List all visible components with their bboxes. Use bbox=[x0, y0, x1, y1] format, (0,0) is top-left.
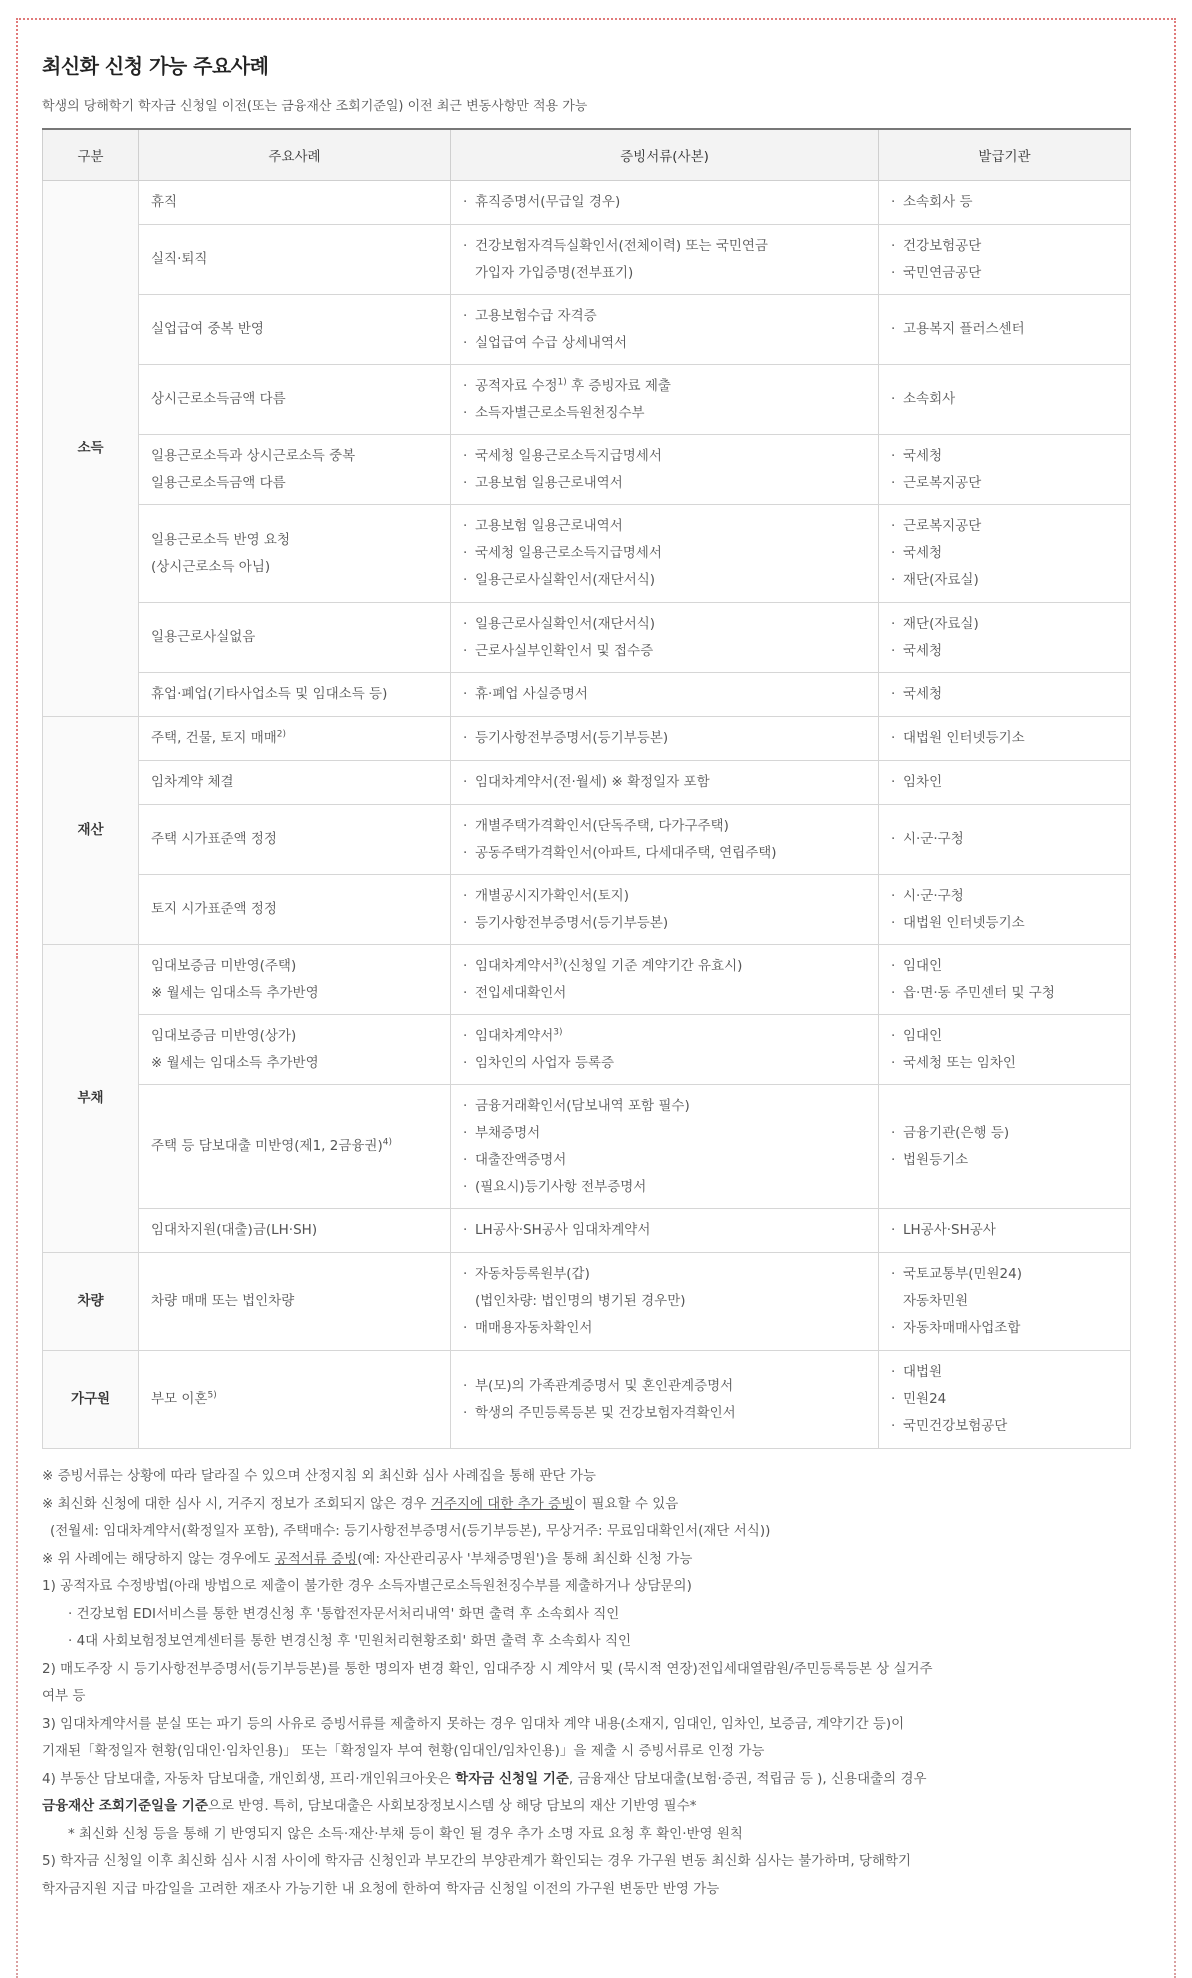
org-cell: · 금융기관(은행 등) · 법원등기소 bbox=[879, 1085, 1131, 1209]
case-cell: 상시근로소득금액 다름 bbox=[139, 365, 451, 435]
header-case: 주요사례 bbox=[139, 129, 451, 181]
org-cell: · 시·군·구청 · 대법원 인터넷등기소 bbox=[879, 875, 1131, 945]
org-cell: · 국세청 bbox=[879, 673, 1131, 717]
case-cell: 휴업·폐업(기타사업소득 및 임대소득 등) bbox=[139, 673, 451, 717]
case-cell: 임대보증금 미반영(상가) ※ 월세는 임대소득 추가반영 bbox=[139, 1015, 451, 1085]
table-row bbox=[43, 761, 1131, 805]
note: · 건강보험 EDI서비스를 통한 변경신청 후 '통합전자문서처리내역' 화면 출력 후 소속회사 직인 bbox=[68, 1605, 620, 1622]
note: 3) 임대차계약서를 분실 또는 파기 등의 사유로 증빙서류를 제출하지 못하는 경우 임대차 계약 내용(소재지, 임대인, 임차인, 보증금, 계약기간 등)이 bbox=[42, 1715, 905, 1732]
case-cell: 임대보증금 미반영(주택) ※ 월세는 임대소득 추가반영 bbox=[139, 945, 451, 1015]
header-category: 구분 bbox=[43, 129, 139, 181]
table-header bbox=[43, 129, 1131, 181]
org-cell: · LH공사·SH공사 bbox=[879, 1209, 1131, 1253]
table-row bbox=[43, 365, 1131, 435]
case-cell: 휴직 bbox=[139, 181, 451, 225]
table-row bbox=[43, 805, 1131, 875]
table-row bbox=[43, 1209, 1131, 1253]
category-property: 재산 bbox=[43, 717, 139, 945]
table-row bbox=[43, 875, 1131, 945]
table-row bbox=[43, 1253, 1131, 1351]
case-cell: 주택, 건물, 토지 매매$^{2)}$ bbox=[139, 717, 451, 761]
note: * 최신화 신청 등을 통해 기 반영되지 않은 소득·재산·부채 등이 확인 될 경우 추가 소명 자료 요청 후 확인·반영 원칙 bbox=[68, 1825, 743, 1842]
docs-cell: · 임대차계약서$^{3)}$ · 임차인의 사업자 등록증 bbox=[451, 1015, 879, 1085]
note: 1) 공적자료 수정방법(아래 방법으로 제출이 불가한 경우 소득자별근로소득원천징수부를 제출하거나 상담문의) bbox=[42, 1578, 692, 1594]
note: (전월세: 임대차계약서(확정일자 포함), 주택매수: 등기사항전부증명서(등기부등본), 무상거주: 무료임대확인서(재단 서식)) bbox=[50, 1523, 771, 1539]
header-docs: 증빙서류(사본) bbox=[451, 129, 879, 181]
page-title: 최신화 신청 가능 주요사례 bbox=[42, 54, 269, 78]
docs-cell: · 일용근로사실확인서(재단서식) · 근로사실부인확인서 및 접수증 bbox=[451, 603, 879, 673]
note: 금융재산 조회기준일을 기준으로 반영. 특히, 담보대출은 사회보장정보시스템 상 해당 담보의 재산 기반영 필수* bbox=[42, 1798, 697, 1814]
category-household: 가구원 bbox=[43, 1351, 139, 1449]
case-cell: 차량 매매 또는 법인차량 bbox=[139, 1253, 451, 1351]
docs-cell: · 자동차등록원부(갑) (법인차량: 법인명의 병기된 경우만) · 매매용자동차확인서 bbox=[451, 1253, 879, 1351]
docs-cell: · 건강보험자격득실확인서(전체이력) 또는 국민연금 가입자 가입증명(전부표기) bbox=[451, 225, 879, 295]
org-cell: · 재단(자료실) · 국세청 bbox=[879, 603, 1131, 673]
docs-cell: · 금융거래확인서(담보내역 포함 필수) · 부채증명서 · 대출잔액증명서 · (필요시)등기사항 전부증명서 bbox=[451, 1085, 879, 1209]
case-cell: 실직·퇴직 bbox=[139, 225, 451, 295]
note: 기재된「확정일자 현황(임대인·임차인용)」 또는「확정일자 부여 현황(임대인/임차인용)」을 제출 시 증빙서류로 인정 가능 bbox=[42, 1743, 765, 1759]
table-row bbox=[43, 225, 1131, 295]
docs-cell: · 개별공시지가확인서(토지) · 등기사항전부증명서(등기부등본) bbox=[451, 875, 879, 945]
table-row bbox=[43, 945, 1131, 1015]
case-cell: 임대차지원(대출)금(LH·SH) bbox=[139, 1209, 451, 1253]
case-cell: 주택 시가표준액 정정 bbox=[139, 805, 451, 875]
org-cell: · 근로복지공단 · 국세청 · 재단(자료실) bbox=[879, 505, 1131, 603]
org-cell: · 건강보험공단 · 국민연금공단 bbox=[879, 225, 1131, 295]
note: 학자금지원 지급 마감일을 고려한 재조사 가능기한 내 요청에 한하여 학자금 신청일 이전의 가구원 변동만 반영 가능 bbox=[42, 1880, 720, 1897]
org-cell: · 대법원 인터넷등기소 bbox=[879, 717, 1131, 761]
table-row bbox=[43, 505, 1131, 603]
org-cell: · 임차인 bbox=[879, 761, 1131, 805]
case-cell: 일용근로소득 반영 요청 (상시근로소득 아님) bbox=[139, 505, 451, 603]
table-row bbox=[43, 181, 1131, 225]
case-cell: 토지 시가표준액 정정 bbox=[139, 875, 451, 945]
note: ※ 위 사례에는 해당하지 않는 경우에도 공적서류 증빙(예: 자산관리공사 '부채증명원')을 통해 최신화 신청 가능 bbox=[42, 1550, 693, 1567]
docs-cell: · 공적자료 수정$^{1)}$ 후 증빙자료 제출 · 소득자별근로소득원천징수부 bbox=[451, 365, 879, 435]
note: 4) 부동산 담보대출, 자동차 담보대출, 개인회생, 프리·개인워크아웃은 학자금 신청일 기준, 금융재산 담보대출(보험·증권, 적립금 등 ), 신용대출의 경우 bbox=[42, 1770, 927, 1787]
cases-table bbox=[42, 128, 1131, 1449]
docs-cell: · 휴직증명서(무급일 경우) bbox=[451, 181, 879, 225]
note: 2) 매도주장 시 등기사항전부증명서(등기부등본)를 통한 명의자 변경 확인, 임대주장 시 계약서 및 (묵시적 연장)전입세대열람원/주민등록등본 상 실거주 bbox=[42, 1660, 933, 1677]
org-cell: · 국세청 · 근로복지공단 bbox=[879, 435, 1131, 505]
note: · 4대 사회보험정보연계센터를 통한 변경신청 후 '민원처리현황조회' 화면 출력 후 소속회사 직인 bbox=[68, 1633, 632, 1649]
org-cell: · 국토교통부(민원24) 자동차민원 · 자동차매매사업조합 bbox=[879, 1253, 1131, 1351]
docs-cell: · 임대차계약서(전·월세) ※ 확정일자 포함 bbox=[451, 761, 879, 805]
docs-cell: · 휴·폐업 사실증명서 bbox=[451, 673, 879, 717]
header-org: 발급기관 bbox=[879, 129, 1131, 181]
docs-cell: · 부(모)의 가족관계증명서 및 혼인관계증명서 · 학생의 주민등록등본 및 건강보험자격확인서 bbox=[451, 1351, 879, 1449]
docs-cell: · 고용보험수급 자격증 · 실업급여 수급 상세내역서 bbox=[451, 295, 879, 365]
note: ※ 증빙서류는 상황에 따라 달라질 수 있으며 산정지침 외 최신화 심사 사례집을 통해 판단 가능 bbox=[42, 1468, 596, 1484]
table-row bbox=[43, 1351, 1131, 1449]
org-cell: · 대법원 · 민원24 · 국민건강보험공단 bbox=[879, 1351, 1131, 1449]
note: 여부 등 bbox=[42, 1688, 86, 1704]
docs-cell: · 국세청 일용근로소득지급명세서 · 고용보험 일용근로내역서 bbox=[451, 435, 879, 505]
case-cell: 부모 이혼$^{5)}$ bbox=[139, 1351, 451, 1449]
table-row bbox=[43, 435, 1131, 505]
docs-cell: · 개별주택가격확인서(단독주택, 다가구주택) · 공동주택가격확인서(아파트, 다세대주택, 연립주택) bbox=[451, 805, 879, 875]
org-cell: · 시·군·구청 bbox=[879, 805, 1131, 875]
table-row bbox=[43, 1015, 1131, 1085]
org-cell: · 임대인 · 국세청 또는 임차인 bbox=[879, 1015, 1131, 1085]
table-row bbox=[43, 1085, 1131, 1209]
category-income: 소득 bbox=[43, 181, 139, 717]
org-cell: · 소속회사 bbox=[879, 365, 1131, 435]
content bbox=[42, 50, 1132, 1903]
docs-cell: · 고용보험 일용근로내역서 · 국세청 일용근로소득지급명세서 · 일용근로사실확인서(재단서식) bbox=[451, 505, 879, 603]
case-cell: 실업급여 중복 반영 bbox=[139, 295, 451, 365]
table-row bbox=[43, 603, 1131, 673]
case-cell: 일용근로소득과 상시근로소득 중복 일용근로소득금액 다름 bbox=[139, 435, 451, 505]
docs-cell: · 임대차계약서$^{3)}$(신청일 기준 계약기간 유효시) · 전입세대확인서 bbox=[451, 945, 879, 1015]
case-cell: 주택 등 담보대출 미반영(제1, 2금융권)$^{4)}$ bbox=[139, 1085, 451, 1209]
note: ※ 최신화 신청에 대한 심사 시, 거주지 정보가 조회되지 않은 경우 거주지에 대한 추가 증빙이 필요할 수 있음 bbox=[42, 1495, 679, 1512]
category-debt: 부채 bbox=[43, 945, 139, 1253]
table-row bbox=[43, 673, 1131, 717]
table-row bbox=[43, 295, 1131, 365]
case-cell: 일용근로사실없음 bbox=[139, 603, 451, 673]
subtitle: 학생의 당해학기 학자금 신청일 이전(또는 금융재산 조회기준일) 이전 최근 변동사항만 적용 가능 bbox=[42, 99, 588, 114]
footnotes bbox=[42, 1463, 1132, 1903]
org-cell: · 소속회사 등 bbox=[879, 181, 1131, 225]
org-cell: · 임대인 · 읍·면·동 주민센터 및 구청 bbox=[879, 945, 1131, 1015]
category-vehicle: 차량 bbox=[43, 1253, 139, 1351]
case-cell: 임차계약 체결 bbox=[139, 761, 451, 805]
docs-cell: · 등기사항전부증명서(등기부등본) bbox=[451, 717, 879, 761]
table-row bbox=[43, 717, 1131, 761]
org-cell: · 고용복지 플러스센터 bbox=[879, 295, 1131, 365]
note: 5) 학자금 신청일 이후 최신화 심사 시점 사이에 학자금 신청인과 부모간의 부양관계가 확인되는 경우 가구원 변동 최신화 심사는 불가하며, 당해학기 bbox=[42, 1853, 912, 1869]
docs-cell: · LH공사·SH공사 임대차계약서 bbox=[451, 1209, 879, 1253]
